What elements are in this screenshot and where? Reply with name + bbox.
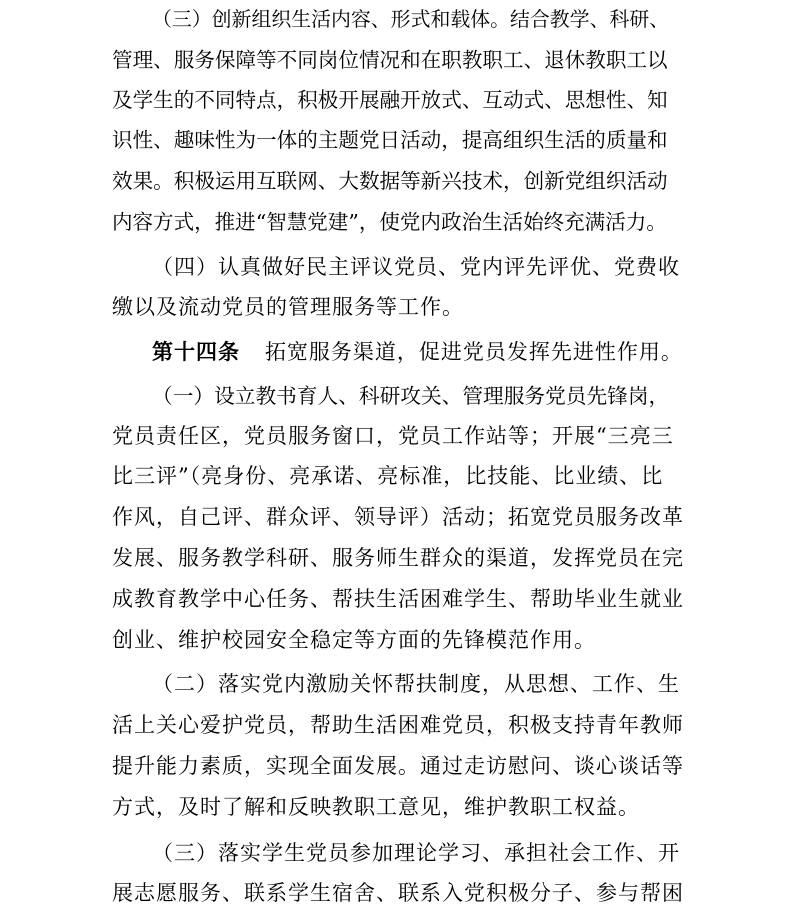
- text-line-4: 识性、趣味性为一体的主题党日活动，提高组织生活的质量和: [112, 128, 668, 152]
- text-line-6: 内容方式，推进“智慧党建”，使党内政治生活始终充满活力。: [112, 210, 667, 234]
- text-line-12: 比三评”（亮身份、亮承诺、亮标准，比技能、比业绩、比: [112, 464, 664, 488]
- article-heading: [152, 337, 683, 367]
- text-line-5: 效果。积极运用互联网、大数据等新兴技术，创新党组织活动: [112, 169, 668, 193]
- text-line-16: 创业、维护校园安全稳定等方面的先锋模范作用。: [112, 628, 596, 652]
- text-line-3: 及学生的不同特点，积极开展融开放式、互动式、思想性、知: [112, 88, 668, 112]
- text-line-10: （一）设立教书育人、科研攻关、管理服务党员先锋岗，: [152, 384, 670, 408]
- text-line-14: 发展、服务教学科研、服务师生群众的渠道，发挥党员在完: [112, 546, 684, 570]
- text-line-13: 作风，自己评、群众评、领导评）活动；拓宽党员服务改革: [112, 505, 684, 529]
- text-line-11: 党员责任区，党员服务窗口，党员工作站等；开展“三亮三: [112, 424, 674, 448]
- text-line-7: （四）认真做好民主评议党员、党内评先评优、党费收: [152, 255, 680, 279]
- text-line-15: 成教育教学中心任务、帮扶生活困难学生、帮助毕业生就业: [112, 587, 684, 611]
- article-number: 第十四条: [152, 339, 240, 364]
- text-line-17: （二）落实党内激励关怀帮扶制度，从思想、工作、生: [152, 672, 680, 696]
- text-line-18: 活上关心爱护党员，帮助生活困难党员，积极支持青年教师: [112, 713, 684, 737]
- text-line-20: 方式，及时了解和反映教职工意见，维护教职工权益。: [112, 795, 640, 819]
- text-line-22: 展志愿服务、联系学生宿舍、联系入党积极分子、参与帮困: [112, 881, 684, 905]
- text-line-21: （三）落实学生党员参加理论学习、承担社会工作、开: [152, 841, 680, 865]
- article-title: 拓宽服务渠道，促进党员发挥先进性作用。: [264, 340, 683, 364]
- article-spacer: [240, 339, 265, 364]
- text-line-19: 提升能力素质，实现全面发展。通过走访慰问、谈心谈话等: [112, 754, 684, 778]
- text-line-2: 管理、服务保障等不同岗位情况和在职教职工、退休教职工以: [112, 48, 668, 72]
- text-line-8: 缴以及流动党员的管理服务等工作。: [112, 295, 464, 319]
- text-line-1: （三）创新组织生活内容、形式和载体。结合教学、科研、: [152, 8, 670, 31]
